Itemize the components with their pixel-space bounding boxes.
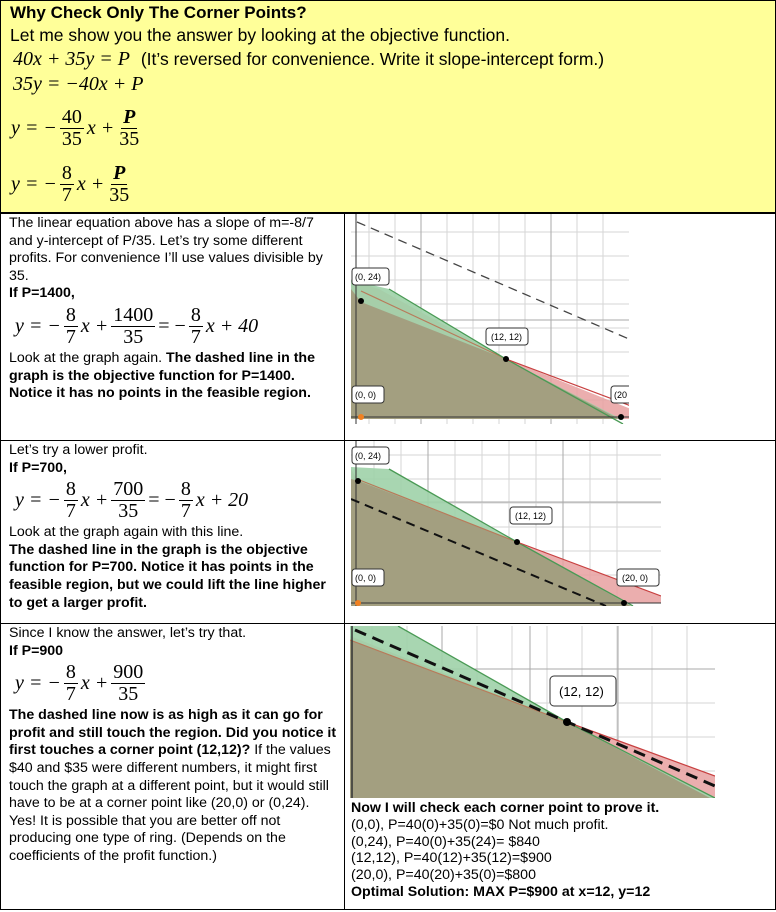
numerator: 40: [61, 106, 82, 128]
denominator: 7: [65, 325, 76, 348]
denominator: 7: [190, 325, 201, 348]
objective-line: [13, 48, 604, 71]
fraction: [111, 479, 145, 522]
feasible-region-graph-p900: [350, 626, 715, 798]
feasible-region-graph-p700: [351, 441, 661, 606]
denominator: 35: [118, 683, 139, 706]
denominator: 35: [119, 128, 140, 150]
eq-lhs: y = −: [15, 671, 61, 694]
eq-mid: x +: [80, 314, 109, 337]
denominator: 35: [118, 500, 139, 523]
optimal-solution: Optimal Solution: MAX P=$900 at x=12, y=12: [351, 883, 651, 900]
fraction: [117, 107, 141, 150]
label-0-24: (0, 24): [355, 272, 382, 282]
equation: [15, 479, 339, 522]
text-cell: [1, 623, 345, 909]
header-box: [0, 0, 776, 214]
row-intro: The linear equation above has a slope of m=-8/7 and y-intercept of P/35. Let’s try some different profits. For convenience I’ll use values divisible by 35.: [9, 215, 323, 284]
explanation-bold: The dashed line now is as high as it can go for profit and still touch the region. Did you notice it first touches a corner point (12,12)?: [9, 707, 337, 759]
denominator: 7: [180, 500, 191, 523]
case-label: If P=700,: [9, 459, 67, 476]
explanation-bold: The dashed line in the graph is the objective function for P=700. Notice it has points in the feasible region, but we could lift the line higher to get a larger profit.: [9, 541, 326, 611]
row-p700: [0, 440, 776, 624]
denominator: 35: [109, 184, 130, 206]
eq-mid: x +: [86, 117, 115, 139]
denominator: 35: [61, 128, 82, 150]
corner-check-line: (12,12), P=40(12)+35(12)=$900: [351, 850, 552, 867]
fraction: [60, 163, 74, 206]
text-cell: [1, 440, 345, 623]
row-p1400: [0, 213, 776, 441]
corner-point-check: [351, 800, 659, 901]
numerator: 700: [113, 478, 144, 501]
corner-check-line: (0,0), P=40(0)+35(0)=$0 Not much profit.: [351, 816, 609, 833]
fraction: [107, 163, 131, 206]
eq-mid: x +: [80, 671, 109, 694]
objective-note: (It’s reversed for convenience. Write it slope-intercept form.): [140, 49, 605, 69]
fraction: [111, 305, 155, 348]
explanation-plain: If the values $40 and $35 were different numbers, it might first touch the graph at a different point, but it would still have to be at a corner point like (20,0) or (0,24). Yes! It is possible that you are better off not producing one type of ring. (Depends on the coefficients of the profit function.): [9, 742, 331, 864]
eq-mid: x +: [76, 173, 105, 195]
explanation-plain: Look at the graph again.: [9, 349, 166, 366]
eq-tail: x + 40: [205, 314, 259, 337]
numerator: 8: [65, 661, 76, 684]
numerator: 8: [190, 303, 201, 326]
numerator: 8: [180, 478, 191, 501]
label-12-12: (12, 12): [491, 332, 523, 342]
fraction: [179, 479, 193, 522]
denominator: 7: [65, 683, 76, 706]
eq-equals: = −: [148, 488, 176, 511]
numerator: 900: [113, 661, 144, 684]
step1-equation: 35y = −40x + P: [13, 73, 144, 95]
row-intro: Since I know the answer, let’s try that.: [9, 625, 247, 641]
numerator: P: [113, 162, 126, 184]
eq-lhs: y = −: [11, 117, 57, 139]
intro-text: Let me show you the answer by looking at the objective function.: [10, 25, 511, 45]
page-title: Why Check Only The Corner Points?: [10, 3, 307, 22]
numerator: 8: [65, 478, 76, 501]
graph-cell: [346, 440, 775, 623]
fraction: [60, 107, 84, 150]
label-12-12: (12, 12): [559, 684, 604, 699]
label-12-12: (12, 12): [515, 511, 547, 521]
eq-lhs: y = −: [15, 314, 61, 337]
denominator: 35: [123, 325, 144, 348]
numerator: P: [123, 106, 136, 128]
eq-lhs: y = −: [11, 173, 57, 195]
eq-mid: x +: [80, 488, 109, 511]
graph-cell: [346, 213, 775, 440]
graph-cell: [346, 623, 775, 909]
label-0-24: (0, 24): [355, 451, 382, 461]
feasible-region-graph-p1400: [351, 214, 629, 424]
explanation-bold: The dashed line in the graph is the objective function for P=1400. Notice it has no points in the feasible region.: [9, 349, 315, 402]
row-p900: [0, 623, 776, 910]
row-intro: Let’s try a lower profit.: [9, 442, 148, 458]
label-0-0: (0, 0): [355, 390, 377, 400]
equation: [15, 305, 339, 348]
case-label: If P=1400,: [9, 285, 75, 302]
equation: [15, 662, 339, 705]
eq-lhs: y = −: [15, 488, 61, 511]
label-20-0: (20: [614, 390, 628, 400]
fraction: [189, 305, 203, 348]
corner-check-line: (20,0), P=40(20)+35(0)=$800: [351, 867, 536, 884]
step2-equation: [11, 107, 144, 150]
fraction: [64, 479, 78, 522]
label-20-0: (20, 0): [622, 573, 649, 583]
corner-check-title: Now I will check each corner point to prove it.: [351, 800, 660, 816]
fraction: [64, 305, 78, 348]
numerator: 8: [61, 162, 72, 184]
step3-equation: [11, 163, 134, 206]
numerator: 8: [65, 303, 76, 326]
objective-equation: 40x + 35y = P: [13, 48, 130, 70]
fraction: [111, 662, 145, 705]
denominator: 7: [61, 184, 72, 206]
eq-equals: = −: [158, 314, 186, 337]
text-cell: [1, 213, 345, 440]
corner-check-line: (0,24), P=40(0)+35(24)= $840: [351, 833, 540, 850]
numerator: 1400: [113, 303, 154, 326]
case-label: If P=900: [9, 642, 64, 659]
eq-tail: x + 20: [195, 488, 249, 511]
denominator: 7: [65, 500, 76, 523]
label-0-0: (0, 0): [355, 573, 377, 583]
fraction: [64, 662, 78, 705]
explanation-plain: Look at the graph again with this line.: [9, 524, 244, 541]
